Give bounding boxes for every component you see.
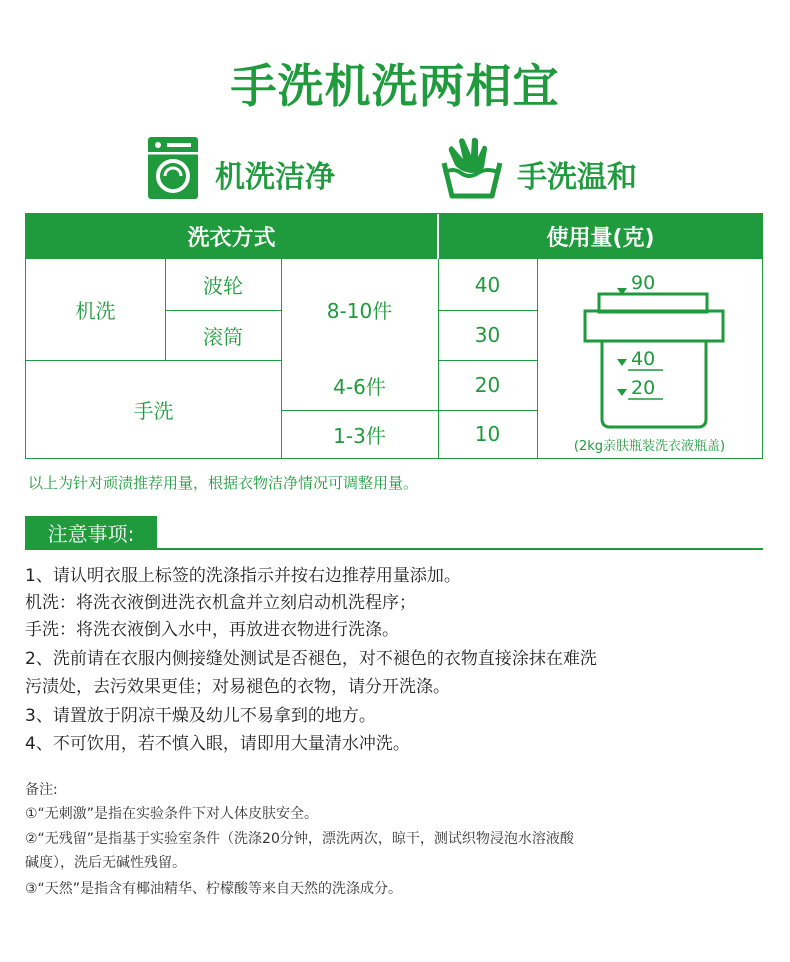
machine-count-cell: 8-10件 [326, 299, 393, 323]
notice-line: 1、请认明衣服上标签的洗涤指示并按右边推荐用量添加。 [25, 566, 461, 586]
hand-wash-cell: 手洗 [133, 398, 174, 423]
remark-line: ①“无刺激”是指在实验条件下对人体皮肤安全。 [25, 806, 319, 822]
hand-count-cell: 1-3件 [333, 423, 386, 448]
notice-line: 污渍处，去污效果更佳；对易褪色的衣物，请分开洗涤。 [25, 677, 450, 697]
cap-mark-40: 40 [631, 348, 656, 370]
cap-mark-20: 20 [631, 377, 656, 399]
washing-machine-icon [148, 137, 198, 199]
notice-line: 手洗：将洗衣液倒入水中，再放进衣物进行洗涤。 [25, 620, 399, 640]
table-note: 以上为针对顽渍推荐用量，根据衣物洁净情况可调整用量。 [28, 474, 419, 492]
notice-title: 注意事项: [25, 516, 157, 548]
machine-wash-label: 机洗洁净 [215, 160, 335, 195]
amount-cell: 40 [474, 272, 501, 297]
amount-cell: 30 [474, 323, 501, 347]
header-method: 洗衣方式 [26, 214, 437, 259]
notice-line: 3、请置放于阴凉干燥及幼儿不易拿到的地方。 [25, 706, 376, 726]
hand-count-cell: 4-6件 [333, 374, 386, 399]
hand-wash-label: 手洗温和 [517, 160, 637, 195]
cap-mark-90: 90 [631, 272, 656, 294]
notice-line: 机洗：将洗衣液倒进洗衣机盒并立刻启动机洗程序； [25, 593, 416, 613]
pulsator-cell: 波轮 [203, 274, 243, 298]
hand-wash-icon [441, 137, 503, 199]
cap-caption: (2kg亲肤瓶装洗衣液瓶盖) [573, 439, 726, 454]
machine-wash-cell: 机洗 [75, 299, 116, 323]
drum-cell: 滚筒 [203, 324, 243, 349]
notice-line: 2、洗前请在衣服内侧接缝处测试是否褪色，对不褪色的衣物直接涂抹在难洗 [25, 649, 597, 669]
remark-line: ②“无残留”是指基于实验室条件（洗涤20分钟，漂洗两次，晾干，测试织物浸泡水溶液酸 [25, 831, 574, 847]
notice-line: 4、不可饮用，若不慎入眼，请即用大量清水冲洗。 [25, 734, 410, 754]
header-amount: 使用量(克) [439, 214, 762, 259]
bottle-cap-diagram [537, 259, 762, 458]
page-title: 手洗机洗两相宜 [230, 59, 560, 113]
remarks-title: 备注: [25, 782, 58, 798]
amount-cell: 20 [474, 373, 501, 397]
dosage-table [25, 213, 763, 459]
notice-divider [25, 548, 763, 550]
remark-line: 碱度），洗后无碱性残留。 [25, 855, 186, 871]
amount-cell: 10 [474, 422, 501, 446]
remark-line: ③“天然”是指含有椰油精华、柠檬酸等来自天然的洗涤成分。 [25, 881, 403, 897]
